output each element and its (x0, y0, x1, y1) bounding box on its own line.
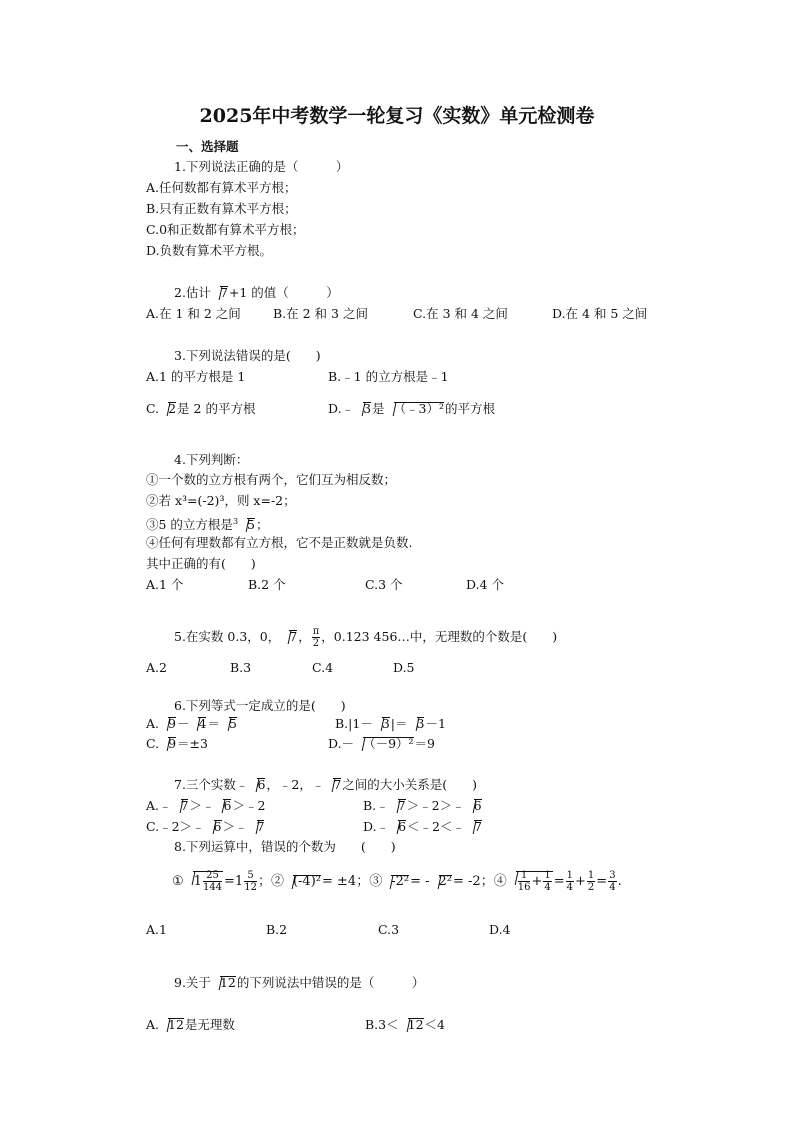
question-7-option-a (146, 798, 265, 814)
question-4-option-d: D.4 个 (466, 577, 504, 592)
sqrt-radical (211, 285, 228, 301)
text: = (596, 874, 608, 889)
denominator: 12 (244, 882, 257, 893)
question-5-option-b: B.3 (230, 660, 252, 675)
numerator: 5 (244, 870, 257, 882)
question-6-option-b (335, 716, 446, 732)
denominator: 16 (517, 882, 531, 893)
label: B.3＜ (365, 1017, 399, 1032)
text: 的平方根 (445, 401, 496, 416)
denominator: 4 (609, 882, 616, 893)
denominator: 4 (544, 882, 551, 893)
text: 是无理数 (184, 1017, 235, 1032)
radicand: 7 (256, 819, 265, 834)
radicand: 7 (333, 777, 342, 792)
sqrt-radical (284, 874, 321, 890)
whole: 1 (193, 874, 202, 889)
question-9-stem (174, 975, 424, 991)
text: =1 (224, 874, 244, 889)
radicand: 12 (219, 975, 236, 990)
question-4-option-b: B.2 个 (248, 577, 286, 592)
text: ＝9 (414, 736, 435, 751)
sqrt-radical (159, 716, 176, 732)
text: = -2； (453, 874, 494, 889)
question-4-ask: 其中正确的有( ) (146, 556, 256, 571)
label: B.|1－ (335, 716, 373, 731)
question-4-option-a: A.1 个 (146, 577, 184, 592)
text: 之间的大小关系是( ) (342, 777, 478, 792)
text: 是 2 的平方根 (177, 401, 256, 416)
label: B.﹣ (363, 798, 389, 813)
radicand: 3 (363, 401, 372, 416)
statement-3 (146, 514, 269, 533)
question-3-option-b: B.﹣1 的立方根是﹣1 (328, 369, 449, 384)
sqrt-radical (248, 777, 265, 793)
mark: ③ (369, 874, 383, 889)
text: = - (410, 874, 430, 889)
question-1-stem: 1.下列说法正确的是（ ） (174, 159, 349, 174)
numerator: 1 (566, 870, 574, 881)
text: － (176, 716, 190, 731)
sqrt-radical (248, 819, 265, 835)
question-3-option-c (146, 401, 255, 417)
sqrt-radical (220, 716, 237, 732)
question-1-option-d: D.负数有算术平方根。 (146, 243, 273, 258)
cbrt-radical (238, 517, 255, 533)
text: |＝ (390, 716, 408, 731)
question-6-option-a (146, 716, 238, 732)
question-5-stem (174, 624, 557, 650)
label: D.－ (328, 736, 355, 751)
fraction (203, 870, 222, 893)
label: D.﹣ (363, 819, 390, 834)
sqrt-radical (159, 1017, 184, 1033)
question-7-stem (174, 777, 477, 793)
fraction (244, 870, 257, 893)
root-index: 3 (232, 517, 239, 526)
label: C. (146, 401, 160, 416)
label: C.﹣2＞﹣ (146, 819, 205, 834)
text: ，0.123 456…中，无理数的个数是( ) (321, 629, 558, 644)
question-9-option-a (146, 1017, 235, 1033)
radicand: 9 (168, 736, 177, 751)
question-3-option-d (328, 401, 495, 417)
sqrt-radical (389, 819, 406, 835)
radicand: -2² (391, 874, 410, 889)
radicand: 6 (257, 777, 266, 792)
sqrt-radical (430, 874, 452, 890)
numerator: 1 (587, 870, 595, 881)
text: ＞﹣ (222, 819, 248, 834)
question-6-option-d (328, 736, 435, 752)
question-1-option-b: B.只有正数有算术平方根； (146, 201, 297, 216)
question-7-option-c (146, 819, 265, 835)
radicand: 7 (180, 798, 189, 813)
section-heading: 一、选择题 (176, 139, 239, 154)
fraction (543, 870, 551, 893)
text: ，﹣2，﹣ (266, 777, 325, 792)
question-8-option-a: A.1 (146, 922, 167, 937)
text: 7.三个实数﹣ (174, 777, 249, 792)
text: ； (255, 517, 269, 533)
question-5-option-a: A.2 (146, 660, 167, 675)
text: 是 (372, 401, 385, 416)
question-7-option-b (363, 798, 483, 814)
text: = ±4； (322, 874, 370, 889)
sqrt-radical (399, 1017, 424, 1033)
label: C. (146, 736, 160, 751)
label: A.﹣ (146, 798, 172, 813)
radicand: 6 (398, 819, 407, 834)
sqrt-radical (354, 736, 413, 752)
question-2-option-d: D.在 4 和 5 之间 (552, 306, 648, 321)
radicand: 12 (407, 1017, 424, 1032)
radicand: （－9）² (363, 736, 414, 751)
question-6-option-c (146, 736, 208, 752)
radicand: 5 (228, 716, 237, 731)
q2-stem-post: +1 的值（ ） (228, 285, 339, 300)
question-5-option-c: C.4 (312, 660, 334, 675)
sqrt-radical (211, 975, 236, 991)
mark: ④ (493, 874, 507, 889)
fraction (608, 870, 616, 893)
question-2-stem (174, 285, 339, 301)
label: D.﹣ (328, 401, 355, 416)
numerator: 1 (544, 870, 551, 881)
sqrt-radical (205, 819, 222, 835)
denominator: 144 (202, 882, 223, 893)
question-8-stem: 8.下列运算中，错误的个数为 ( ) (174, 839, 396, 854)
numerator: 3 (609, 870, 616, 881)
radicand: 2 (168, 401, 177, 416)
radicand: 9 (168, 716, 176, 731)
numerator: π (312, 626, 320, 637)
mark: ② (270, 874, 284, 889)
text: 的下列说法中错误的是（ ） (236, 975, 425, 990)
question-8-expressions (172, 868, 622, 898)
label: A. (146, 1017, 160, 1032)
text: + (531, 874, 543, 889)
sqrt-radical (280, 629, 297, 645)
question-2-option-a: A.在 1 和 2 之间 (146, 306, 241, 321)
radicand: 7 (219, 285, 228, 300)
question-6-stem: 6.下列等式一定成立的是( ) (174, 698, 346, 713)
radicand: 12 (168, 1017, 184, 1032)
question-1-option-a: A.任何数都有算术平方根； (146, 180, 297, 195)
sqrt-radical (389, 798, 406, 814)
sqrt-radical (214, 798, 231, 814)
text: ＜4 (424, 1017, 445, 1032)
sqrt-radical (373, 716, 390, 732)
radicand: 5 (247, 517, 255, 533)
sqrt-radical (408, 716, 425, 732)
question-4-stem: 4.下列判断： (174, 452, 249, 467)
radicand: 6 (213, 819, 222, 834)
q2-stem-pre: 2.估计 (174, 285, 211, 300)
sqrt-radical (159, 401, 176, 417)
statement-4: ④任何有理数都有立方根，它不是正数就是负数. (146, 535, 413, 550)
radicand: 6 (223, 798, 232, 813)
statement-2: ②若 x³=(-2)³，则 x=-2； (146, 493, 296, 508)
question-2-option-c: C.在 3 和 4 之间 (413, 306, 508, 321)
sqrt-radical (172, 798, 189, 814)
text: . (617, 874, 622, 889)
radicand: 2² (438, 874, 452, 889)
text: = (553, 874, 565, 889)
question-8-option-c: C.3 (378, 922, 400, 937)
question-7-option-d (363, 819, 483, 835)
text: ， (298, 629, 311, 644)
label: A. (146, 716, 160, 731)
text: ＞﹣2 (232, 798, 266, 813)
text: ＞﹣2＞﹣ (406, 798, 465, 813)
question-8-option-d: D.4 (489, 922, 511, 937)
text: 5.在实数 0.3，0， (174, 629, 281, 644)
sqrt-radical (354, 401, 371, 417)
text: ＝±3 (177, 736, 208, 751)
text: －1 (425, 716, 446, 731)
denominator: 2 (312, 638, 320, 649)
sqrt-radical (382, 874, 409, 890)
radicand: 6 (473, 798, 482, 813)
statement-1: ①一个数的立方根有两个，它们互为相反数； (146, 472, 397, 487)
text: ＞﹣ (189, 798, 215, 813)
question-9-option-b (365, 1017, 445, 1033)
sqrt-radical (465, 819, 482, 835)
fraction (587, 870, 595, 893)
question-3-stem: 3.下列说法错误的是( ) (174, 348, 321, 363)
page-title: 2025年中考数学一轮复习《实数》单元检测卷 (199, 105, 595, 127)
question-2-option-b: B.在 2 和 3 之间 (273, 306, 368, 321)
sqrt-radical (507, 870, 553, 893)
text: ＜﹣2＜﹣ (407, 819, 465, 834)
question-4-option-c: C.3 个 (365, 577, 403, 592)
numerator: 25 (203, 870, 222, 882)
sqrt-radical (385, 401, 444, 417)
denominator: 4 (566, 882, 574, 893)
radicand: 3 (416, 716, 425, 731)
denominator: 2 (587, 882, 595, 893)
fraction (518, 870, 531, 893)
text: + (575, 874, 586, 889)
radicand: 7 (473, 819, 482, 834)
mark: ① (172, 874, 184, 889)
radicand: (-4)² (292, 874, 321, 889)
radicand: （﹣3）² (393, 401, 444, 416)
radicand: 7 (397, 798, 406, 813)
text: 9.关于 (174, 975, 211, 990)
question-8-option-b: B.2 (266, 922, 288, 937)
sqrt-radical (189, 716, 206, 732)
sqrt-radical (324, 777, 341, 793)
question-3-option-a: A.1 的平方根是 1 (146, 369, 246, 384)
fraction (312, 626, 321, 649)
fraction (566, 870, 574, 893)
text: ③5 的立方根是 (146, 517, 233, 533)
numerator: 1 (518, 870, 531, 882)
text: ＝ (207, 716, 220, 731)
radicand: 3 (381, 716, 390, 731)
question-5-option-d: D.5 (393, 660, 415, 675)
radicand: 7 (289, 629, 298, 644)
text: ； (257, 874, 271, 889)
sqrt-radical (159, 736, 176, 752)
sqrt-radical (465, 798, 482, 814)
question-1-option-c: C.0和正数都有算术平方根； (146, 222, 305, 237)
radicand: 4 (198, 716, 207, 731)
sqrt-radical (184, 870, 223, 893)
